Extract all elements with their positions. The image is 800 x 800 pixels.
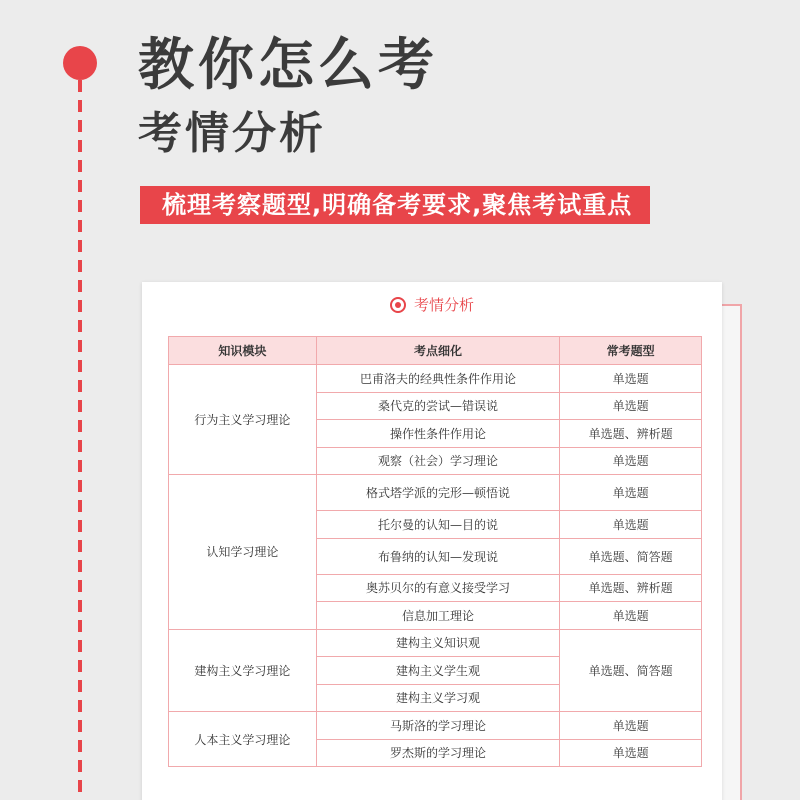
type-cell: 单选题、辨析题 — [560, 574, 702, 602]
type-cell: 单选题 — [560, 392, 702, 420]
exam-analysis-table — [168, 336, 702, 767]
card-title — [142, 294, 722, 315]
point-cell: 信息加工理论 — [316, 602, 560, 630]
point-cell: 罗杰斯的学习理论 — [316, 739, 560, 767]
type-cell: 单选题 — [560, 511, 702, 539]
point-cell: 建构主义学生观 — [316, 657, 560, 685]
type-cell: 单选题、辨析题 — [560, 420, 702, 448]
point-cell: 巴甫洛夫的经典性条件作用论 — [316, 365, 560, 393]
point-cell: 建构主义学习观 — [316, 684, 560, 712]
type-cell: 单选题 — [560, 602, 702, 630]
point-cell: 建构主义知识观 — [316, 629, 560, 657]
module-cell: 建构主义学习理论 — [169, 629, 317, 712]
point-cell: 格式塔学派的完形—顿悟说 — [316, 475, 560, 511]
highlight-banner: 梳理考察题型,明确备考要求,聚焦考试重点 — [140, 186, 650, 224]
point-cell: 奥苏贝尔的有意义接受学习 — [316, 574, 560, 602]
type-cell: 单选题 — [560, 365, 702, 393]
type-cell: 单选题 — [560, 475, 702, 511]
target-icon — [390, 297, 406, 313]
point-cell: 托尔曼的认知—目的说 — [316, 511, 560, 539]
timeline-dot — [63, 46, 97, 80]
point-cell: 操作性条件作用论 — [316, 420, 560, 448]
type-cell: 单选题、简答题 — [560, 538, 702, 574]
timeline-dashed-line — [78, 80, 82, 800]
table-row — [169, 629, 702, 657]
point-cell: 布鲁纳的认知—发现说 — [316, 538, 560, 574]
analysis-card — [142, 282, 722, 800]
type-cell: 单选题、简答题 — [560, 629, 702, 712]
table-row — [169, 712, 702, 740]
table-header-row — [169, 337, 702, 365]
table-row — [169, 475, 702, 511]
type-cell: 单选题 — [560, 712, 702, 740]
type-cell: 单选题 — [560, 739, 702, 767]
column-header-type: 常考题型 — [560, 337, 702, 365]
point-cell: 桑代克的尝试—错误说 — [316, 392, 560, 420]
column-header-module: 知识模块 — [169, 337, 317, 365]
point-cell: 马斯洛的学习理论 — [316, 712, 560, 740]
point-cell: 观察（社会）学习理论 — [316, 447, 560, 475]
table-row — [169, 365, 702, 393]
module-cell: 人本主义学习理论 — [169, 712, 317, 767]
module-cell: 认知学习理论 — [169, 475, 317, 630]
card-title-text: 考情分析 — [413, 296, 474, 314]
type-cell: 单选题 — [560, 447, 702, 475]
module-cell: 行为主义学习理论 — [169, 365, 317, 475]
page-subtitle: 考情分析 — [138, 108, 326, 159]
page-title: 教你怎么考 — [138, 33, 438, 98]
column-header-point: 考点细化 — [316, 337, 560, 365]
